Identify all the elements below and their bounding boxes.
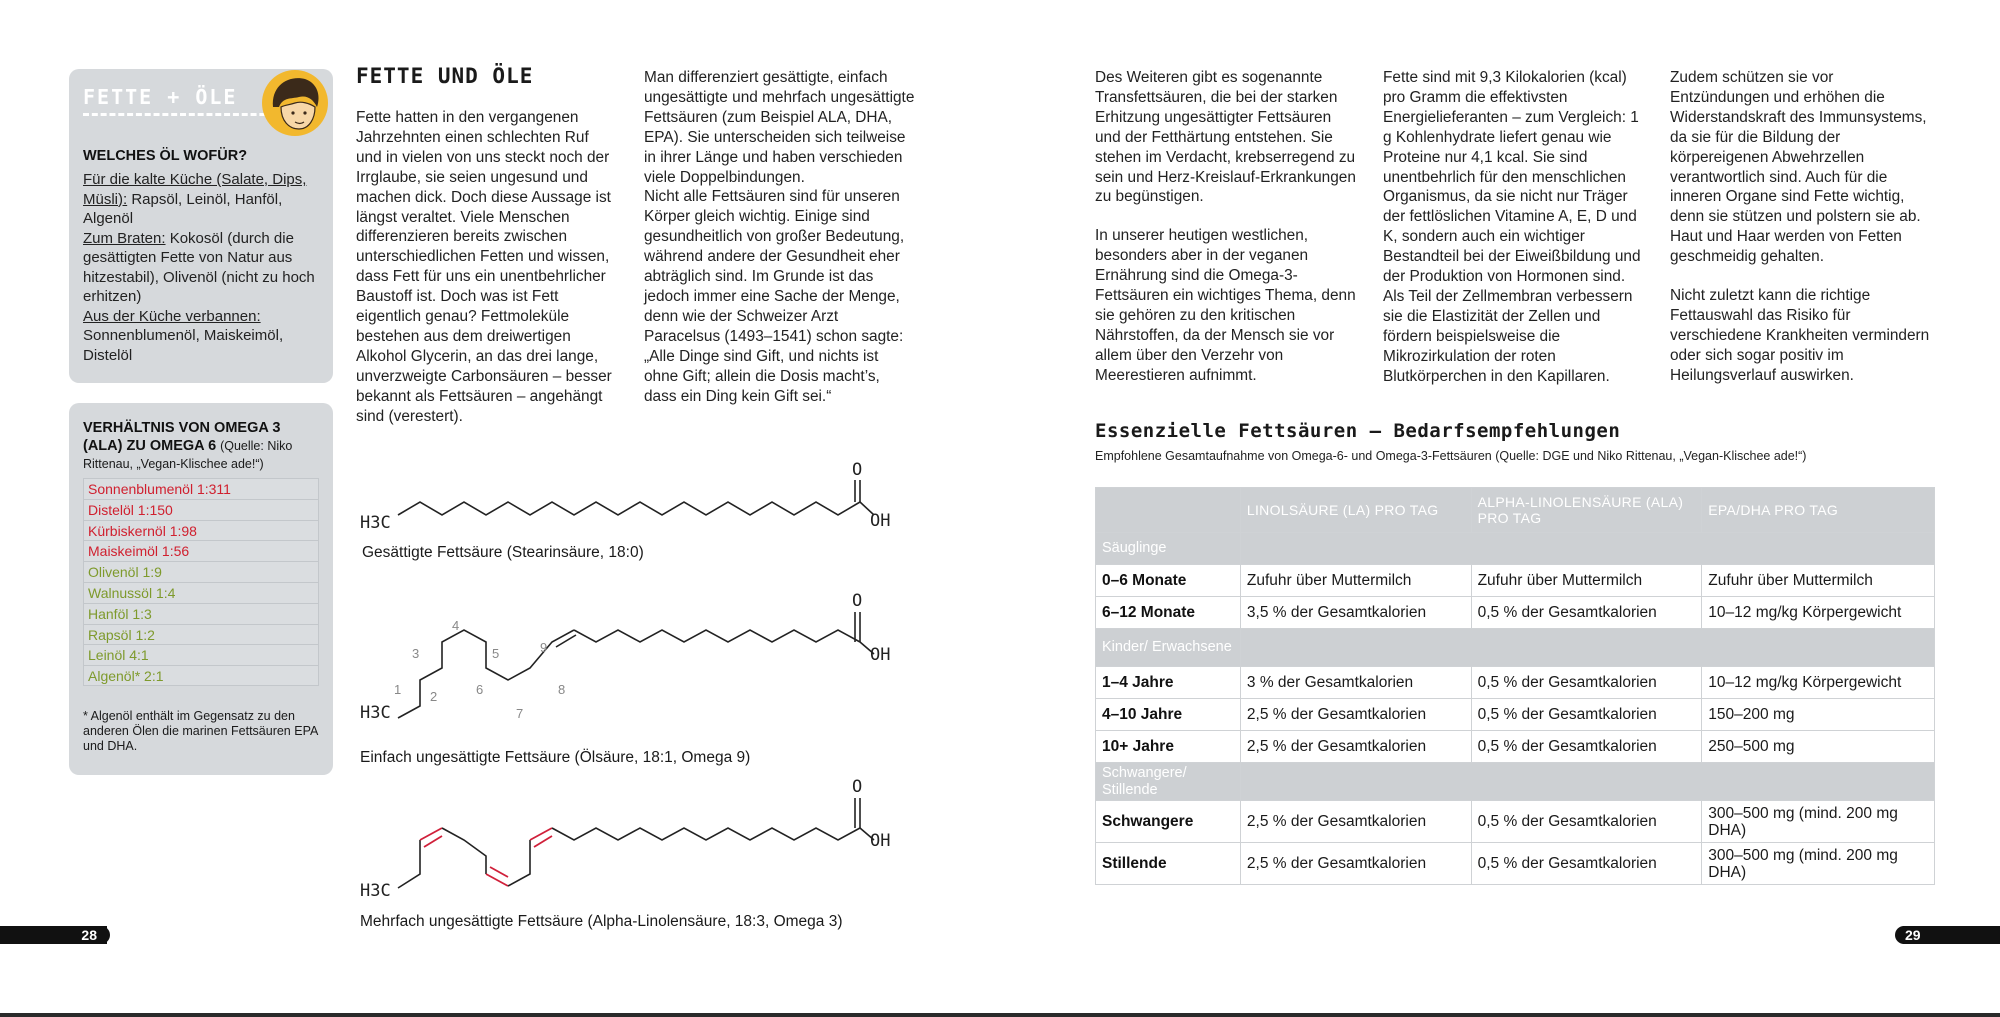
carbon-number: 4	[452, 618, 460, 633]
right-column-1-para-1: Des Weiteren gibt es sogenannte Transfettsäuren, die bei der starken Erhitzung ungesättigter Fettsäuren und der Fetthärtung entstehen. Sie stehen im Verdacht, krebserregend zu sein und Herz-Kreislauf-Erkrankungen zu begünstigen.	[1095, 69, 1356, 206]
article-column-2-para-2: Nicht alle Fettsäuren sind für unseren Körper gleich wichtig. Einige sind gesundheitlich von großer Bedeutung, während andere der Gesundheit eher abträglich sind. Im Grunde ist das jedoch immer eine Sache der Menge, denn wie der Schweizer Arzt Paracelsus (1493–1541) schon sagte: „Alle Dinge sind Gift, und nichts ist ohne Gift; allein die Dosis macht’s, dass ein Ding kein Gift sei.“	[644, 188, 905, 405]
table-group-label: Kinder/ Erwachsene	[1096, 629, 1241, 667]
right-column-3-para-2: Nicht zuletzt kann die richtige Fettauswahl das Risiko für verschiedene Krankheiten vermindern oder sich sogar positiv im Heilungsverlauf auswirken.	[1670, 287, 1930, 384]
h3c-label: H3C	[360, 513, 391, 533]
table-row-label: 10+ Jahre	[1096, 731, 1241, 763]
caption-stearic: Gesättigte Fettsäure (Stearinsäure, 18:0)	[362, 544, 644, 561]
oxygen-label: O	[852, 460, 863, 480]
table-cell: 3,5 % der Gesamtkalorien	[1240, 597, 1471, 629]
carbon-number: 3	[412, 646, 420, 661]
oil-ratio-item: Olivenöl 1:9	[83, 561, 319, 582]
table-row-label: 6–12 Monate	[1096, 597, 1241, 629]
table-row	[1096, 843, 1935, 885]
ratio-heading-block	[83, 419, 319, 473]
table-header-cell: LINOLSÄURE (LA) PRO TAG	[1240, 488, 1471, 533]
right-column-2: Fette sind mit 9,3 Kilokalorien (kcal) pro Gramm die effektivsten Energielieferanten – zum Vergleich: 1 g Kohlenhydrate liefert genau wie Proteine nur 4,1 kcal. Sie sind unentbehrlich für den menschlichen Organismus, da sie nicht nur Träger der fettlöslichen Vitamine A, E, D und K, sondern auch ein wichtiger Bestandteil bei der Eiweißbildung und der Produktion von Hormonen sind. Als Teil der Zellmembran verbessern sie die Elastizität der Zellen und fördern beispielsweise die Mikrozirkulation der roten Blutkörperchen in den Kapillaren.	[1383, 69, 1641, 385]
table-row-label: 0–6 Monate	[1096, 565, 1241, 597]
page-number-bar-left	[0, 926, 107, 944]
table-cell: 0,5 % der Gesamtkalorien	[1471, 801, 1702, 843]
h3c-label: H3C	[360, 881, 391, 901]
right-column-1	[1095, 68, 1357, 386]
carbon-number: 5	[492, 646, 500, 661]
oil-ratio-item: Kürbiskernöl 1:98	[83, 520, 319, 541]
table-cell: 0,5 % der Gesamtkalorien	[1471, 597, 1702, 629]
oil-ratio-item: Distelöl 1:150	[83, 499, 319, 520]
h3c-label: H3C	[360, 703, 391, 723]
caption-oleic: Einfach ungesättigte Fettsäure (Ölsäure, 18:1, Omega 9)	[360, 749, 751, 766]
recommendation-table	[1095, 487, 1935, 885]
table-cell: 2,5 % der Gesamtkalorien	[1240, 801, 1471, 843]
carbon-number: 2	[430, 689, 438, 704]
carbon-number: 8	[558, 682, 566, 697]
table-group-row	[1096, 763, 1935, 801]
oil-ratio-item: Algenöl* 2:1	[83, 665, 319, 686]
table-cell: 0,5 % der Gesamtkalorien	[1471, 667, 1702, 699]
oil-ratio-item: Walnussöl 1:4	[83, 582, 319, 603]
table-header-cell: EPA/DHA PRO TAG	[1702, 488, 1935, 533]
ratio-heading: VERHÄLTNIS VON OMEGA 3 (ALA) ZU OMEGA 6	[83, 420, 281, 454]
table-cell: 2,5 % der Gesamtkalorien	[1240, 699, 1471, 731]
ratio-footnote: * Algenöl enthält im Gegensatz zu den anderen Ölen die marinen Fettsäuren EPA und DHA.	[83, 709, 318, 753]
caption-alpha-linolenic: Mehrfach ungesättigte Fettsäure (Alpha-Linolensäure, 18:3, Omega 3)	[360, 913, 843, 930]
frying-text: Kokosöl (durch die gesättigten Fette von Natur aus hitzestabil), Olivenöl (nicht zu hoch erhitzen)	[83, 229, 315, 305]
article-title: FETTE UND ÖLE	[356, 64, 534, 88]
table-cell: 2,5 % der Gesamtkalorien	[1240, 843, 1471, 885]
oxygen-label: O	[852, 591, 863, 611]
omega-ratio-box	[69, 403, 333, 775]
frying-label: Zum Braten:	[83, 229, 166, 247]
table-cell: Zufuhr über Muttermilch	[1240, 565, 1471, 597]
table-row	[1096, 731, 1935, 763]
right-column-3	[1670, 68, 1936, 386]
table-cell: 0,5 % der Gesamtkalorien	[1471, 699, 1702, 731]
table-group-filler	[1240, 763, 1934, 801]
table-cell: 0,5 % der Gesamtkalorien	[1471, 731, 1702, 763]
ban-label: Aus der Küche verbannen:	[83, 307, 261, 325]
table-cell: 250–500 mg	[1702, 731, 1935, 763]
table-cell: 2,5 % der Gesamtkalorien	[1240, 731, 1471, 763]
hydroxyl-label: OH	[870, 511, 891, 531]
article-column-1: Fette hatten in den vergangenen Jahrzehnten einen schlechten Ruf und in vielen von uns steckt noch der Irrglaube, sie seien ungesund und machen dick. Doch diese Aussage ist längst veraltet. Viele Menschen differenzieren bereits zwischen unterschiedlichen Fetten und wissen, dass Fett für uns ein unentbehrlicher Baustoff ist. Doch was ist Fett eigentlich genau? Fettmoleküle bestehen aus dem dreiwertigen Alkohol Glycerin, an das drei lange, unverzweigte Carbonsäuren – besser bekannt als Fettsäuren – angehängt sind (verestert).	[356, 109, 612, 425]
oil-ratio-item: Maiskeimöl 1:56	[83, 540, 319, 561]
table-group-filler	[1240, 629, 1934, 667]
hydroxyl-label: OH	[870, 831, 891, 851]
carbon-number: 9	[540, 640, 548, 655]
article-column-2-para-1: Man differenziert gesättigte, einfach ungesättigte und mehrfach ungesättigte Fettsäuren (zum Beispiel ALA, DHA, EPA). Sie unterscheiden sich teilweise in ihrer Länge und haben verschieden viele Doppelbindungen.	[644, 69, 915, 186]
table-row-label: Schwangere	[1096, 801, 1241, 843]
box-heading: WELCHES ÖL WOFÜR?	[83, 148, 248, 164]
table-cell: 300–500 mg (mind. 200 mg DHA)	[1702, 843, 1935, 885]
table-header-cell: ALPHA-LINOLENSÄURE (ALA) PRO TAG	[1471, 488, 1702, 533]
page-number: 28	[81, 927, 97, 943]
molecule-stearic-acid	[358, 460, 908, 540]
oxygen-label: O	[852, 777, 863, 797]
table-row	[1096, 801, 1935, 843]
carbon-number: 7	[516, 706, 524, 721]
table-row-label: 4–10 Jahre	[1096, 699, 1241, 731]
oil-ratio-item: Hanföl 1:3	[83, 603, 319, 624]
box-title-divider	[83, 113, 283, 116]
oil-ratio-item: Rapsöl 1:2	[83, 624, 319, 645]
cold-label: Für die kalte Küche (Salate, Dips, Müsli):	[83, 171, 307, 208]
right-column-3-para-1: Zudem schützen sie vor Entzündungen und erhöhen die Widerstandskraft des Immunsystems, da sie für die Bildung der körpereigenen Abwehrzellen verantwortlich sind. Auch für die inneren Organe sind Fette wichtig, denn sie stützen und polstern sie ab. Haut und Haar werden von Fetten geschmeidig gehalten.	[1670, 69, 1927, 266]
article-column-2	[644, 68, 916, 406]
table-group-label: Schwangere/ Stillende	[1096, 763, 1241, 801]
table-cell: 10–12 mg/kg Körpergewicht	[1702, 597, 1935, 629]
table-row	[1096, 667, 1935, 699]
table-header-row	[1096, 488, 1935, 533]
table-cell: 3 % der Gesamtkalorien	[1240, 667, 1471, 699]
molecule-oleic-acid	[358, 590, 908, 740]
oil-ratio-item: Sonnenblumenöl 1:311	[83, 478, 319, 499]
bottom-edge	[0, 1013, 2000, 1017]
ratio-source: (Quelle: Niko Rittenau, „Vegan-Klischee ade!“)	[83, 439, 293, 471]
page-number-bar-cap	[100, 926, 110, 944]
table-group-row	[1096, 629, 1935, 667]
cold-text: Rapsöl, Leinöl, Hanföl, Algenöl	[83, 190, 283, 227]
table-group-filler	[1240, 533, 1934, 565]
table-row	[1096, 565, 1935, 597]
molecule-alpha-linolenic-acid	[358, 770, 908, 905]
table-group-row	[1096, 533, 1935, 565]
oil-ratio-item: Leinöl 4:1	[83, 644, 319, 665]
hydroxyl-label: OH	[870, 645, 891, 665]
ban-text: Sonnenblumenöl, Maiskeimöl, Distelöl	[83, 327, 284, 364]
box-body	[83, 170, 323, 365]
right-column-1-para-2: In unserer heutigen westlichen, besonders aber in der veganen Ernährung sind die Omega-3-Fettsäuren ein wichtiges Thema, denn sie gehören zu den kritischen Nährstoffen, da der Mensch sie vor allem über den Verzehr von Meerestieren aufnimmt.	[1095, 227, 1356, 384]
table-cell: Zufuhr über Muttermilch	[1702, 565, 1935, 597]
table-cell: 10–12 mg/kg Körpergewicht	[1702, 667, 1935, 699]
table-title: Essenzielle Fettsäuren – Bedarfsempfehlungen	[1095, 420, 1621, 442]
page-number: 29	[1905, 927, 1921, 943]
oil-usage-box	[69, 69, 333, 383]
table-subtitle: Empfohlene Gesamtaufnahme von Omega-6- und Omega-3-Fettsäuren (Quelle: DGE und Niko Rittenau, „Vegan-Klischee ade!“)	[1095, 449, 1807, 463]
oil-ratio-list	[83, 478, 319, 686]
carbon-number: 6	[476, 682, 484, 697]
table-row	[1096, 597, 1935, 629]
carbon-number: 1	[394, 682, 402, 697]
table-cell: Zufuhr über Muttermilch	[1471, 565, 1702, 597]
table-cell: 150–200 mg	[1702, 699, 1935, 731]
box-title: FETTE + ÖLE	[83, 85, 238, 109]
portrait-badge-icon	[259, 67, 329, 139]
table-row-label: 1–4 Jahre	[1096, 667, 1241, 699]
table-cell: 0,5 % der Gesamtkalorien	[1471, 843, 1702, 885]
table-header-cell	[1096, 488, 1241, 533]
table-group-label: Säuglinge	[1096, 533, 1241, 565]
table-row-label: Stillende	[1096, 843, 1241, 885]
page-number-bar-right	[1903, 926, 2000, 944]
table-row	[1096, 699, 1935, 731]
table-cell: 300–500 mg (mind. 200 mg DHA)	[1702, 801, 1935, 843]
